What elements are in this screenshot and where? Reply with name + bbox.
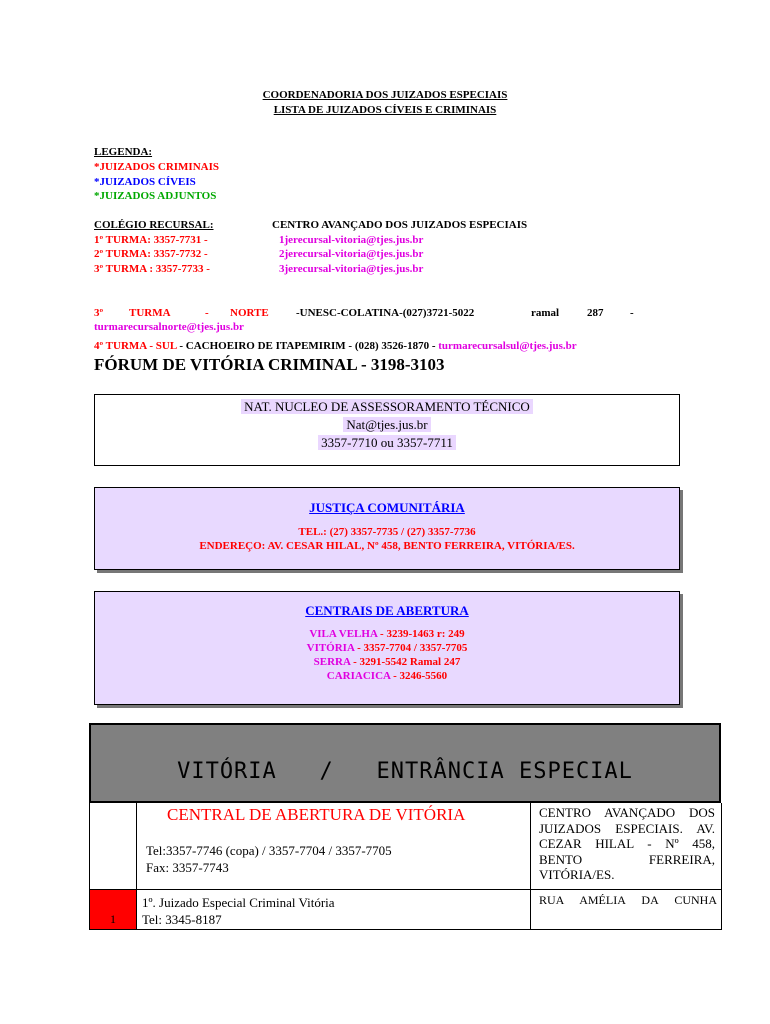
turma-2: 2º TURMA: 3357-7732 - xyxy=(94,248,208,260)
turma-3: 3º TURMA : 3357-7733 - xyxy=(94,263,210,275)
section-title: VITÓRIA / ENTRÂNCIA ESPECIAL xyxy=(177,759,633,784)
centrais-title: CENTRAIS DE ABERTURA xyxy=(305,603,469,618)
nat-line-1: NAT. NUCLEO DE ASSESSORAMENTO TÉCNICO xyxy=(241,399,533,414)
juizado-tel: Tel: 3345-8187 xyxy=(142,912,222,927)
legend-civeis: *JUIZADOS CÍVEIS xyxy=(94,176,196,188)
header-line-1: COORDENADORIA DOS JUIZADOS ESPECIAIS xyxy=(262,89,508,101)
turma-norte-c: - xyxy=(205,307,209,319)
centrais-box xyxy=(94,591,680,705)
central-vitoria-title: CENTRAL DE ABERTURA DE VITÓRIA xyxy=(167,805,466,824)
email-turma-2[interactable]: 2jerecursal-vitoria@tjes.jus.br xyxy=(279,248,424,260)
legend-criminais: *JUIZADOS CRIMINAIS xyxy=(94,161,219,173)
turma-sul-line xyxy=(94,340,577,352)
nat-email[interactable]: Nat@tjes.jus.br xyxy=(343,417,430,432)
justica-title: JUSTIÇA COMUNITÁRIA xyxy=(309,500,465,515)
central-item xyxy=(95,627,679,641)
turma-sul-email[interactable]: turmarecursalsul@tjes.jus.br xyxy=(438,340,577,352)
central-city: SERRA xyxy=(313,656,351,668)
central-phone: - 3357-7704 / 3357-7705 xyxy=(354,642,468,654)
nat-box xyxy=(94,394,680,466)
table-row-divider xyxy=(89,889,722,890)
turma-norte-email[interactable]: turmarecursalnorte@tjes.jus.br xyxy=(94,321,244,333)
email-turma-1[interactable]: 1jerecursal-vitoria@tjes.jus.br xyxy=(279,234,424,246)
email-turma-3[interactable]: 3jerecursal-vitoria@tjes.jus.br xyxy=(279,263,424,275)
central-item xyxy=(95,641,679,655)
justica-endereco: ENDEREÇO: AV. CESAR HILAL, Nº 458, BENTO FERREIRA, VITÓRIA/ES. xyxy=(199,540,575,552)
row-number-cell xyxy=(90,890,136,929)
table-divider-right xyxy=(530,803,531,930)
turma-1: 1º TURMA: 3357-7731 - xyxy=(94,234,208,246)
header-line-2: LISTA DE JUIZADOS CÍVEIS E CRIMINAIS xyxy=(273,104,497,116)
central-phone: - 3239-1463 r: 249 xyxy=(377,628,465,640)
central-phone: - 3246-5560 xyxy=(390,670,448,682)
justica-box xyxy=(94,487,680,570)
turma-norte-dash: - xyxy=(630,307,634,319)
row-number: 1 xyxy=(110,912,116,926)
turma-sul-info: - CACHOEIRO DE ITAPEMIRIM - (028) 3526-1870 - xyxy=(179,340,436,352)
table-border-bottom xyxy=(89,929,722,930)
central-city: VITÓRIA xyxy=(306,642,355,654)
turma-norte-info: -UNESC-COLATINA-(027)3721-5022 xyxy=(296,307,475,319)
central-city: VILA VELHA xyxy=(309,628,378,640)
centro-title: CENTRO AVANÇADO DOS JUIZADOS ESPECIAIS xyxy=(272,219,528,231)
turma-norte-ramal-num: 287 xyxy=(587,307,604,319)
turma-norte-d: NORTE xyxy=(230,307,269,319)
table-divider-num xyxy=(136,803,137,930)
central-city: CARIACICA xyxy=(326,670,391,682)
centro-endereco: CENTRO AVANÇADO DOS JUIZADOS ESPECIAIS. AV. CEZAR HILAL - Nº 458, BENTO FERREIRA, VITÓRIA/ES. xyxy=(539,805,715,882)
legend-adjuntos: *JUIZADOS ADJUNTOS xyxy=(94,190,217,202)
legend-title: LEGENDA: xyxy=(94,146,153,158)
central-item xyxy=(95,669,679,683)
colegio-title: COLÉGIO RECURSAL: xyxy=(94,219,214,231)
turma-sul-label: 4º TURMA - SUL xyxy=(94,340,177,352)
central-vitoria-fax: Fax: 3357-7743 xyxy=(146,860,229,875)
turma-norte-b: TURMA xyxy=(129,307,171,319)
juizado-name: 1º. Juizado Especial Criminal Vitória xyxy=(142,895,335,910)
forum-title: FÓRUM DE VITÓRIA CRIMINAL - 3198-3103 xyxy=(94,355,445,374)
table-border-right xyxy=(721,803,722,930)
nat-phones: 3357-7710 ou 3357-7711 xyxy=(318,435,456,450)
turma-norte-a: 3º xyxy=(94,307,104,319)
justica-tel: TEL.: (27) 3357-7735 / (27) 3357-7736 xyxy=(298,526,476,538)
central-vitoria-tel: Tel:3357-7746 (copa) / 3357-7704 / 3357-7705 xyxy=(146,843,392,858)
juizado-endereco: RUA AMÉLIA DA CUNHA xyxy=(539,893,717,907)
turma-norte-ramal: ramal xyxy=(531,307,560,319)
central-phone: - 3291-5542 Ramal 247 xyxy=(350,656,461,668)
section-header xyxy=(89,723,721,803)
central-item xyxy=(95,655,679,669)
